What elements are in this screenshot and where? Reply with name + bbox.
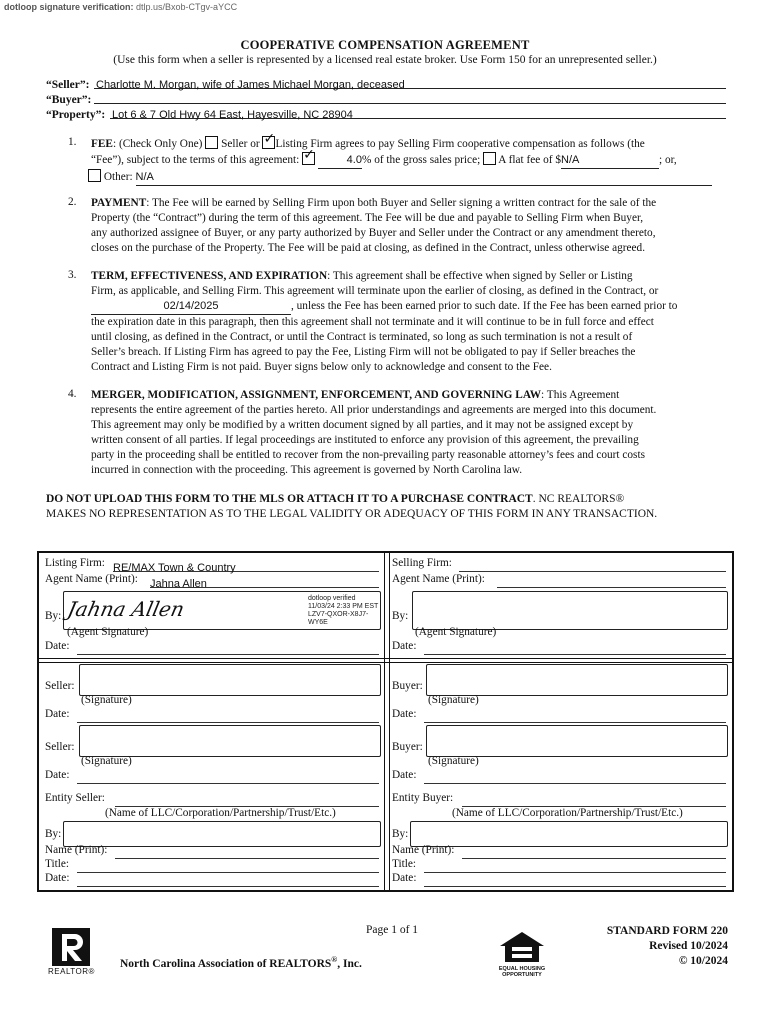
seller2-signature-box[interactable] bbox=[79, 725, 381, 757]
entity-seller-name-field[interactable] bbox=[115, 845, 379, 859]
selling-date-label: Date: bbox=[392, 640, 417, 652]
form-title: COOPERATIVE COMPENSATION AGREEMENT bbox=[240, 38, 530, 52]
property-field[interactable] bbox=[110, 105, 726, 119]
selling-agent-field[interactable] bbox=[497, 574, 726, 588]
section4-line: incurred in connection with the proceeding. This agreement is governed by North Carolina law. bbox=[91, 464, 523, 476]
buyer2-date-label: Date: bbox=[392, 769, 417, 781]
listing-by-label: By: bbox=[45, 610, 62, 622]
listing-agent-signature-box[interactable] bbox=[63, 591, 381, 630]
seller2-signature-caption: (Signature) bbox=[81, 755, 132, 767]
entity-seller-field[interactable] bbox=[115, 793, 379, 807]
page-number: Page 1 of 1 bbox=[366, 924, 419, 936]
entity-seller-title-field[interactable] bbox=[77, 859, 379, 873]
section3-line: Contract and Listing Firm is not paid. Buyer signs below only to acknowledge and consent to the Fee. bbox=[91, 361, 552, 373]
dotloop-stamp-line: 11/03/24 2:33 PM EST bbox=[308, 603, 379, 610]
section3-line: the expiration date in this paragraph, then this agreement shall not terminate and it will continue to be in full force and effect bbox=[91, 316, 654, 328]
buyer2-label: Buyer: bbox=[392, 741, 423, 753]
section4-merger bbox=[91, 388, 726, 478]
section3-line: : This agreement shall be effective when signed by Seller or Listing bbox=[327, 270, 633, 282]
entity-seller-signature-box[interactable] bbox=[63, 821, 381, 847]
section4-line: party in the proceeding shall be entitled to recover from the non-prevailing party reasonable attorney’s fees and court costs bbox=[91, 449, 645, 461]
section3-line: Seller’s breach. If Listing Firm has agreed to pay the Fee, Listing Firm will not be obligated to pay if Seller breaches the bbox=[91, 346, 636, 358]
entity-buyer-name-field[interactable] bbox=[462, 845, 726, 859]
column-divider bbox=[384, 553, 390, 890]
warning-text: . NC REALTORS® bbox=[532, 493, 625, 505]
listing-agent-field[interactable] bbox=[150, 574, 379, 588]
seller2-date-field[interactable] bbox=[77, 770, 379, 784]
agent-signature-caption: (Agent Signature) bbox=[67, 626, 149, 638]
warning-bold: DO NOT UPLOAD THIS FORM TO THE MLS OR ATTACH IT TO A PURCHASE CONTRACT bbox=[46, 493, 533, 505]
realtor-logo-text: REALTOR® bbox=[48, 967, 95, 976]
entity-seller-date-field[interactable] bbox=[77, 873, 379, 887]
section3-term bbox=[91, 269, 726, 375]
section3-line: until closing, as defined in the Contract, or until the Contract is terminated, so long as such termination is not a result of bbox=[91, 331, 633, 343]
section1-text-7: ; or, bbox=[659, 154, 677, 166]
section4-line: : This Agreement bbox=[541, 389, 620, 401]
section1-text-6: A flat fee of $ bbox=[498, 154, 561, 166]
listing-agent-signature: Jahna Allen bbox=[65, 597, 187, 621]
section2-number: 2. bbox=[68, 196, 77, 208]
warning-text-2: MAKES NO REPRESENTATION AS TO THE LEGAL VALIDITY OR ADEQUACY OF THIS FORM IN ANY TRANSACTION. bbox=[46, 508, 658, 520]
property-value: Lot 6 & 7 Old Hwy 64 East, Hayesville, NC 28904 bbox=[112, 109, 353, 121]
flat-fee-field[interactable] bbox=[561, 153, 659, 169]
section1-text-3: Listing Firm agrees to pay Selling Firm cooperative compensation as follows (the bbox=[275, 138, 645, 150]
entity-seller-date-label: Date: bbox=[45, 872, 70, 884]
entity-buyer-by-label: By: bbox=[392, 828, 409, 840]
association-suffix: , Inc. bbox=[337, 957, 362, 970]
entity-buyer-title-field[interactable] bbox=[424, 859, 726, 873]
section1-heading: FEE bbox=[91, 138, 113, 150]
entity-buyer-name-label: Name (Print): bbox=[392, 844, 455, 856]
buyer1-date-label: Date: bbox=[392, 708, 417, 720]
other-fee-checkbox[interactable] bbox=[88, 169, 101, 182]
parties-block bbox=[46, 75, 726, 120]
section3-heading: TERM, EFFECTIVENESS, AND EXPIRATION bbox=[91, 270, 328, 282]
equal-housing-line: OPPORTUNITY bbox=[502, 972, 542, 978]
percent-fee-checkbox[interactable] bbox=[302, 152, 315, 165]
entity-buyer-field[interactable] bbox=[462, 793, 726, 807]
property-label: “Property”: bbox=[46, 109, 106, 121]
entity-buyer-caption: (Name of LLC/Corporation/Partnership/Trust/Etc.) bbox=[452, 807, 683, 819]
section2-line: any authorized assignee of Buyer, or any party authorized by Buyer and Seller under the Contract or any amendment thereto, bbox=[91, 227, 656, 239]
section1-fee bbox=[91, 136, 726, 186]
expiration-date-field[interactable] bbox=[91, 299, 291, 315]
dotloop-stamp-line: dotloop verified bbox=[308, 595, 356, 602]
listing-firm-value: RE/MAX Town & Country bbox=[113, 562, 236, 574]
flat-fee-value: N/A bbox=[561, 154, 580, 166]
entity-buyer-date-label: Date: bbox=[392, 872, 417, 884]
section4-line: This agreement may only be modified by a written document signed by all parties, and it may not be assigned except by bbox=[91, 419, 634, 431]
form-subtitle: (Use this form when a seller is represented by a licensed real estate broker. Use Form 150 for an unrepresented seller.) bbox=[113, 54, 657, 66]
seller1-date-field[interactable] bbox=[77, 709, 379, 723]
section3-line: Firm, as applicable, and Selling Firm. This agreement will terminate upon the earlier of closing, as defined in the Contract, or bbox=[91, 285, 659, 297]
entity-buyer-signature-box[interactable] bbox=[410, 821, 728, 847]
copyright: © 10/2024 bbox=[678, 955, 728, 967]
buyer1-label: Buyer: bbox=[392, 680, 423, 692]
expiration-date-value: 02/14/2025 bbox=[163, 300, 219, 312]
buyer2-signature-box[interactable] bbox=[426, 725, 728, 757]
entity-seller-title-label: Title: bbox=[45, 858, 70, 870]
dotloop-verification bbox=[4, 2, 237, 12]
form-number: STANDARD FORM 220 bbox=[606, 925, 728, 937]
selling-agent-signature-box[interactable] bbox=[412, 591, 728, 630]
percent-value: 4.0 bbox=[346, 154, 362, 166]
buyer1-signature-box[interactable] bbox=[426, 664, 728, 696]
entity-seller-caption: (Name of LLC/Corporation/Partnership/Trust/Etc.) bbox=[105, 807, 336, 819]
section3-line: , unless the Fee has been earned prior to such date. If the Fee has been earned prior to bbox=[291, 300, 678, 312]
seller-pays-checkbox[interactable] bbox=[205, 136, 218, 149]
entity-buyer-label: Entity Buyer: bbox=[392, 792, 454, 804]
equal-housing-icon bbox=[497, 930, 547, 980]
selling-by-label: By: bbox=[392, 610, 409, 622]
entity-buyer-date-field[interactable] bbox=[424, 873, 726, 887]
section4-number: 4. bbox=[68, 388, 77, 400]
selling-agent-name-label: Agent Name (Print): bbox=[392, 573, 485, 585]
listing-firm-pays-checkbox[interactable] bbox=[262, 136, 275, 149]
percent-field[interactable] bbox=[318, 153, 362, 169]
buyer1-date-field[interactable] bbox=[424, 709, 726, 723]
row-divider bbox=[39, 658, 732, 663]
buyer2-date-field[interactable] bbox=[424, 770, 726, 784]
seller2-date-label: Date: bbox=[45, 769, 70, 781]
section1-text-5: % of the gross sales price; bbox=[361, 154, 481, 166]
seller-value: Charlotte M. Morgan, wife of James Michael Morgan, deceased bbox=[96, 79, 405, 91]
verification-link[interactable]: dtlp.us/Bxob-CTgv-aYCC bbox=[136, 2, 238, 12]
equal-housing-text bbox=[498, 966, 546, 978]
section1-text-2: Seller or bbox=[221, 138, 260, 150]
buyer1-signature-caption: (Signature) bbox=[428, 694, 479, 706]
dotloop-stamp bbox=[308, 595, 380, 627]
listing-agent-value: Jahna Allen bbox=[150, 578, 207, 590]
other-field[interactable] bbox=[136, 170, 712, 186]
dotloop-stamp-line: LZV7-QXOR-X8J7-WY6E bbox=[308, 611, 369, 626]
section1-text-1: : (Check Only One) bbox=[112, 138, 203, 150]
section1-text-8: Other: bbox=[103, 171, 133, 183]
section2-line: closes on the purchase of the Property. The Fee will be paid at closing, as defined in the Contract, unless otherwise agreed. bbox=[91, 242, 646, 254]
seller-field[interactable] bbox=[94, 75, 726, 89]
section2-line: : The Fee will be earned by Selling Firm upon both Buyer and Seller signing a written contract for the sale of the bbox=[146, 197, 657, 209]
seller-label: “Seller”: bbox=[46, 79, 90, 91]
section4-line: represents the entire agreement of the parties hereto. All prior understandings and agreements are merged into this document. bbox=[91, 404, 657, 416]
listing-firm-field[interactable] bbox=[113, 558, 379, 572]
signature-table bbox=[37, 551, 734, 892]
equal-housing-line: EQUAL HOUSING bbox=[498, 966, 546, 972]
section3-number: 3. bbox=[68, 269, 77, 281]
flat-fee-checkbox[interactable] bbox=[483, 152, 496, 165]
agent-name-label: Agent Name (Print): bbox=[45, 573, 138, 585]
section1-number: 1. bbox=[68, 136, 77, 148]
selling-firm-label: Selling Firm: bbox=[392, 557, 452, 569]
registered-mark: ® bbox=[331, 955, 338, 964]
entity-seller-by-label: By: bbox=[45, 828, 62, 840]
section1-text-4: “Fee”), subject to the terms of this agreement: bbox=[91, 154, 300, 166]
section2-heading: PAYMENT bbox=[91, 197, 147, 209]
section4-heading: MERGER, MODIFICATION, ASSIGNMENT, ENFORCEMENT, AND GOVERNING LAW bbox=[91, 389, 542, 401]
seller2-label: Seller: bbox=[45, 741, 75, 753]
other-value: N/A bbox=[135, 171, 154, 183]
verification-label: dotloop signature verification: bbox=[4, 2, 134, 12]
seller1-signature-caption: (Signature) bbox=[81, 694, 132, 706]
seller1-signature-box[interactable] bbox=[79, 664, 381, 696]
selling-agent-signature-caption: (Agent Signature) bbox=[415, 626, 497, 638]
seller1-date-label: Date: bbox=[45, 708, 70, 720]
entity-buyer-title-label: Title: bbox=[392, 858, 417, 870]
buyer2-signature-caption: (Signature) bbox=[428, 755, 479, 767]
listing-date-label: Date: bbox=[45, 640, 70, 652]
entity-seller-name-label: Name (Print): bbox=[45, 844, 108, 856]
listing-date-field[interactable] bbox=[77, 641, 379, 655]
mls-warning bbox=[46, 492, 726, 522]
buyer-label: “Buyer”: bbox=[46, 94, 92, 106]
form-identification bbox=[560, 924, 728, 969]
revised-date: Revised 10/2024 bbox=[649, 940, 728, 952]
section4-line: written consent of all parties. If legal proceedings are instituted to enforce any provision of this agreement, the prevailing bbox=[91, 434, 639, 446]
listing-firm-label: Listing Firm: bbox=[45, 557, 105, 569]
buyer-field[interactable] bbox=[94, 90, 726, 104]
section2-line: Property (the “Contract”) during the term of this agreement. The Fee will be due and payable to Selling Firm when Buyer, bbox=[91, 212, 644, 224]
association-text: North Carolina Association of REALTORS bbox=[120, 957, 332, 970]
seller1-label: Seller: bbox=[45, 680, 75, 692]
section2-payment bbox=[91, 196, 726, 256]
realtor-logo-icon bbox=[48, 928, 94, 978]
association-name bbox=[120, 955, 362, 970]
selling-date-field[interactable] bbox=[424, 641, 726, 655]
selling-firm-field[interactable] bbox=[459, 558, 726, 572]
entity-seller-label: Entity Seller: bbox=[45, 792, 105, 804]
